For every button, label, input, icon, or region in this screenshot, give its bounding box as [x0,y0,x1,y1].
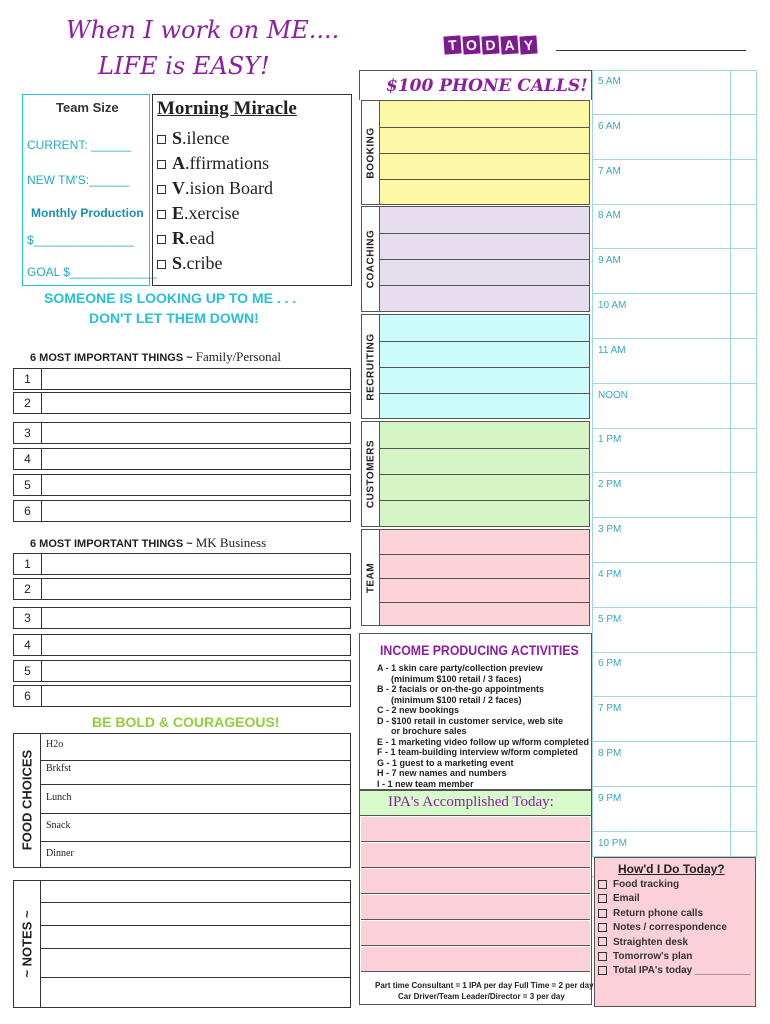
notes-label: ~ NOTES ~ [19,910,35,978]
checkbox-icon[interactable] [598,909,607,918]
checkbox-icon[interactable] [598,937,607,946]
time-slot[interactable] [592,339,757,384]
time-label: 8 PM [598,748,622,759]
time-slot[interactable] [592,697,757,742]
time-label: 5 PM [598,613,622,625]
time-slot[interactable] [592,787,757,832]
booking-block[interactable] [361,100,590,205]
time-check-cell[interactable] [730,160,757,204]
income-line: (minimum $100 retail / 2 faces) [391,694,522,705]
time-slot[interactable] [592,115,757,160]
time-label: 4 PM [598,568,622,580]
monthly-production-label: Monthly Production [31,206,144,220]
checkbox-icon[interactable] [598,923,607,932]
ipa-row[interactable] [361,843,590,868]
income-line: (minimum $100 retail / 3 faces) [391,673,522,684]
business-row-1[interactable]: 1 [13,553,351,575]
time-slot[interactable] [592,249,757,294]
checkbox-icon[interactable] [598,966,607,975]
personal-row-2[interactable]: 2 [13,392,351,414]
howd-item[interactable]: Tomorrow's plan [598,950,751,964]
food-row-snack[interactable]: Snack [41,814,351,842]
notes-row[interactable] [41,926,351,949]
customers-label: CUSTOMERS [365,439,376,509]
time-check-cell[interactable] [730,428,757,472]
checkbox-icon[interactable] [157,260,166,269]
phone-calls-frame [359,70,592,100]
business-row-6[interactable]: 6 [13,685,351,707]
team-label: TEAM [365,562,376,593]
income-line: or brochure sales [391,726,467,736]
checkbox-icon[interactable] [598,880,607,889]
time-check-cell[interactable] [730,115,757,159]
time-check-cell[interactable] [730,563,757,607]
time-label: NOON [598,389,628,401]
howd-item[interactable]: Notes / correspondence [598,921,751,935]
time-check-cell[interactable] [730,787,757,831]
recruiting-label: RECRUITING [365,332,376,401]
time-check-cell[interactable] [730,608,757,652]
coaching-block[interactable] [361,206,590,312]
ipa-row[interactable] [361,869,590,894]
business-row-3[interactable]: 3 [13,607,351,629]
food-label: FOOD CHOICES [19,749,35,851]
mm-item[interactable]: A.ffirmations [157,151,273,176]
personal-row-6[interactable]: 6 [13,500,351,522]
time-label: 2 PM [598,479,622,491]
slogan-line-1: SOMEONE IS LOOKING UP TO ME . . . [44,290,297,306]
time-label: 9 PM [598,792,622,804]
coaching-label: COACHING [365,229,376,289]
morning-miracle-title: Morning Miracle [157,98,297,119]
notes-row[interactable] [41,981,351,1004]
howd-item[interactable]: Return phone calls [598,907,751,921]
income-line: C - 2 new bookings [377,705,460,715]
ipa-title: IPA's Accomplished Today: [388,794,554,810]
howd-item[interactable]: Total IPA's today __________ [598,964,751,978]
food-row-h2o[interactable]: H2o [41,733,351,761]
time-label: 6 PM [598,658,622,670]
income-list [377,663,589,789]
mm-item[interactable]: R.ead [157,226,273,251]
team-size-box [22,94,150,286]
time-check-cell[interactable] [730,294,757,338]
time-label: 1 PM [598,434,622,446]
time-label: 3 PM [598,524,622,535]
booking-label: BOOKING [365,126,376,179]
business-heading: 6 MOST IMPORTANT THINGS ~ MK Business [30,535,267,550]
time-slot[interactable] [592,294,757,339]
income-title: INCOME PRODUCING ACTIVITIES [380,642,579,658]
time-slot[interactable] [592,742,757,787]
personal-row-3[interactable]: 3 [13,422,351,444]
time-slot[interactable] [592,608,757,653]
checkbox-icon[interactable] [157,185,166,194]
howd-item[interactable]: Food tracking [598,878,751,892]
time-label: 7 PM [598,703,622,715]
ipa-row[interactable] [361,947,590,972]
food-row-dinner[interactable]: Dinner [46,848,74,859]
ipa-footer-2: Car Driver/Team Leader/Director = 3 per day [398,992,565,1001]
time-slot[interactable] [592,563,757,608]
title-line-1: When I work on ME.... [66,16,340,44]
time-check-cell[interactable] [730,473,757,517]
checkbox-icon[interactable] [157,160,166,169]
team-current[interactable]: CURRENT: ______ [27,138,132,152]
time-label: 9 AM [598,255,621,267]
time-check-cell[interactable] [730,518,757,562]
food-row-breakfast[interactable]: Brkfst [41,757,351,785]
mm-item[interactable]: V.ision Board [157,176,273,201]
team-new[interactable]: NEW TM'S:______ [27,173,130,187]
recruiting-block[interactable] [361,314,590,419]
income-line: I - 1 new team member [377,778,474,789]
time-slot[interactable] [592,428,757,473]
time-label: 7 AM [598,165,621,177]
today-letter: D [481,35,499,54]
morning-miracle-list [157,126,273,276]
business-row-4[interactable]: 4 [13,634,351,656]
mm-item[interactable]: E.xercise [157,201,273,226]
time-slot[interactable] [592,384,757,429]
mm-item[interactable]: S.cribe [157,251,273,276]
income-line: B - 2 facials or on-the-go appointments [377,684,545,694]
howd-item[interactable]: Email [598,892,751,906]
personal-row-4[interactable]: 4 [13,448,351,470]
income-line: E - 1 marketing video follow up w/form completed [377,736,590,747]
ipa-row[interactable] [361,817,590,842]
goal-field[interactable]: GOAL $_____________ [27,265,157,279]
personal-row-1[interactable]: 1 [13,368,351,390]
checkbox-icon[interactable] [598,894,607,903]
time-label: 10 AM [598,300,627,311]
time-slot[interactable] [592,652,757,697]
slogan-bold: BE BOLD & COURAGEOUS! [92,714,280,730]
time-slot[interactable] [592,473,757,518]
time-label: 6 AM [598,120,621,132]
customers-block[interactable] [361,421,590,527]
slogan-line-2: DON'T LET THEM DOWN! [89,310,259,326]
time-label: 10 PM [598,837,627,849]
time-check-cell[interactable] [730,697,757,741]
time-check-cell[interactable] [730,204,757,248]
business-row-5[interactable]: 5 [13,660,351,682]
checkbox-icon[interactable] [157,135,166,144]
ipa-row[interactable] [361,895,590,920]
time-check-cell[interactable] [730,384,757,428]
notes-row[interactable] [41,955,351,978]
checkbox-icon[interactable] [157,210,166,219]
business-row-2[interactable]: 2 [13,578,351,600]
income-line: H - 7 new names and numbers [377,768,507,778]
time-check-cell[interactable] [730,742,757,786]
today-letter: Y [519,35,537,54]
today-letter: O [462,35,480,54]
food-row-lunch[interactable]: Lunch [41,786,351,814]
income-line: G - 1 guest to a marketing event [377,757,514,768]
checkbox-icon[interactable] [598,952,607,961]
time-check-cell[interactable] [730,249,757,293]
date-line[interactable] [556,50,746,51]
income-line: F - 1 team-building interview w/form completed [377,747,579,757]
notes-row[interactable] [41,880,351,903]
today-letter: A [500,35,518,54]
today-letter: T [443,35,461,54]
time-slot[interactable] [592,204,757,249]
time-slot[interactable] [592,160,757,205]
ipa-footer-1: Part time Consultant = 1 IPA per day Full Time = 2 per day [375,981,594,990]
phone-calls-title: $100 PHONE CALLS! [386,76,588,96]
time-label: 5 AM [598,76,621,87]
mm-item[interactable]: S.ilence [157,126,273,151]
income-line: A - 1 skin care party/collection preview [377,663,543,673]
title-line-2: LIFE is EASY! [98,52,270,80]
today-label [444,36,539,55]
time-slot[interactable] [592,518,757,563]
monthly-production-field[interactable]: $_______________ [27,233,134,247]
personal-row-5[interactable]: 5 [13,474,351,496]
team-block[interactable] [361,529,590,626]
time-label: 11 AM [598,344,626,356]
time-check-cell[interactable] [730,70,757,114]
howd-list [598,878,751,979]
howd-title: How'd I Do Today? [618,862,725,876]
checkbox-icon[interactable] [157,235,166,244]
personal-heading: 6 MOST IMPORTANT THINGS ~ Family/Personal [30,349,281,364]
howd-item[interactable]: Straighten desk [598,936,751,950]
team-size-title: Team Size [56,100,119,115]
time-label: 8 AM [598,210,621,222]
time-check-cell[interactable] [730,652,757,696]
ipa-row[interactable] [361,921,590,946]
time-slot[interactable] [592,70,757,115]
income-line: D - $100 retail in customer service, web site [377,715,564,726]
notes-row[interactable] [41,903,351,926]
time-check-cell[interactable] [730,339,757,383]
